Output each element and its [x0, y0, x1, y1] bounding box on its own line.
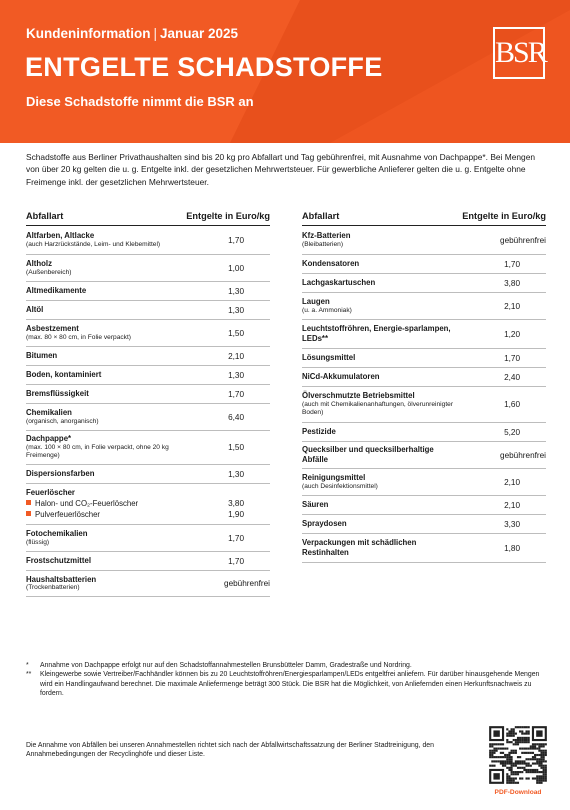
row-name: Reinigungsmittel	[302, 473, 366, 482]
table-row	[26, 552, 270, 571]
row-name: Altholz	[26, 259, 52, 268]
table-row	[302, 423, 546, 442]
row-detail: (u. a. Ammoniak)	[302, 306, 352, 314]
row-detail: (Trockenbatterien)	[26, 584, 80, 592]
row-price: 1,80	[504, 543, 520, 553]
table-row	[26, 385, 270, 404]
row-name: Kondensatoren	[302, 259, 360, 269]
row-price: 1,30	[228, 305, 244, 315]
footnote	[26, 670, 546, 698]
intro-text: Schadstoffe aus Berliner Privathaushalten sind bis 20 kg pro Abfallart und Tag gebührenfrei, mit Ausnahme von Dachpappe*. Bei Mengen von über 20 kg gelten die u. g. Entgelte inkl. der gesetzlichen Mehrwertsteuer. Für gewerbliche Anlieferer gelten die u. g. Entgelte ohne Freimenge inkl. der gesetzlichen Mehrwertsteuer.	[26, 152, 536, 187]
row-detail: (Bleibatterien)	[302, 240, 344, 248]
row-price: 1,70	[228, 556, 244, 566]
page-subtitle: Diese Schadstoffe nimmt die BSR an	[26, 94, 254, 109]
row-label	[26, 389, 89, 399]
row-label	[26, 575, 96, 593]
table-row	[26, 465, 270, 484]
row-name: Feuerlöscher	[26, 488, 75, 498]
row-price: 3,30	[504, 519, 520, 529]
table-row	[302, 368, 546, 387]
table-row	[26, 282, 270, 301]
row-label	[26, 434, 181, 460]
footnotes	[26, 661, 546, 698]
row-price: 1,70	[504, 259, 520, 269]
row-detail: (max. 100 × 80 cm, in Folie verpackt, ohne 20 kg Freimenge)	[26, 443, 169, 460]
row-price: gebührenfrei	[500, 450, 546, 460]
row-name: Ölverschmutzte Betriebsmittel	[302, 391, 415, 401]
row-name: Bitumen	[26, 351, 58, 361]
page-title: ENTGELTE SCHADSTOFFE	[25, 52, 383, 82]
row-name: Verpackungen mit schädlichen Restinhalten	[302, 538, 417, 557]
table-row	[26, 366, 270, 385]
row-price: 1,30	[228, 370, 244, 380]
row-name: Altöl	[26, 305, 44, 315]
kicker-date: Januar 2025	[160, 26, 239, 41]
row-price: 2,10	[504, 301, 520, 311]
row-price: 1,20	[504, 329, 520, 339]
row-name: Kfz-Batterien	[302, 231, 351, 240]
footnote-text: Kleingewerbe sowie Vertreiber/Fachhändler können bis zu 20 Leuchtstoffröhren/Energiesparlampen/LEDs entgeltfrei anliefern. Für darüber hinausgehende Mengen wird ein Handlingaufwand berechnet. Die maximale Anliefermenge beträgt 300 Stück. Die BSR hat die Möglichkeit, von Anliefernden einen Herkunftsnachweis zu fordern.	[40, 671, 540, 697]
table-row	[26, 484, 270, 525]
row-label	[302, 353, 355, 363]
row-name: Säuren	[302, 500, 329, 510]
row-price: 1,30	[228, 286, 244, 296]
left-price-table	[26, 211, 270, 597]
table-row	[26, 347, 270, 366]
row-name: Dachpappe*	[26, 434, 72, 444]
row-detail: (organisch, anorganisch)	[26, 417, 99, 425]
row-price: 2,10	[504, 477, 520, 487]
bullet-square-icon	[26, 511, 31, 516]
row-price: 2,10	[228, 351, 244, 361]
row-name: Spraydosen	[302, 519, 347, 529]
table-row	[302, 534, 546, 563]
row-detail: (auch Harzrückstände, Leim- und Klebemittel)	[26, 240, 161, 248]
footnote-mark: *	[26, 662, 29, 669]
row-name: Fotochemikalien	[26, 529, 88, 538]
row-label	[26, 286, 86, 296]
table-row	[302, 226, 546, 255]
table-row	[302, 274, 546, 293]
pdf-download-label[interactable]: PDF-Download	[494, 789, 542, 796]
row-price: 1,70	[228, 235, 244, 245]
row-label	[26, 259, 71, 277]
row-label	[26, 305, 43, 315]
row-label	[302, 500, 328, 510]
table-row	[26, 431, 270, 465]
fire-extinguisher-item	[26, 509, 270, 520]
fire-extinguisher-item	[26, 498, 270, 509]
kicker-label: Kundeninformation	[26, 26, 151, 41]
row-label	[302, 372, 380, 382]
footnote-mark: **	[26, 671, 32, 679]
row-label	[302, 538, 457, 557]
row-name: Frostschutzmittel	[26, 556, 91, 566]
row-label	[26, 370, 101, 380]
table-row	[302, 293, 546, 320]
fire-extinguisher-price: 3,80	[228, 498, 244, 508]
row-price: 1,70	[504, 353, 520, 363]
row-name: Chemikalien	[26, 408, 72, 417]
row-name: Leuchtstoffröhren, Energie-sparlampen, LEDs**	[302, 324, 451, 343]
bsr-logo: BSR	[493, 27, 545, 79]
fire-extinguisher-name: Halon- und CO₂-Feuerlöscher	[35, 498, 139, 508]
row-name: Lösungsmittel	[302, 353, 356, 363]
row-detail: (flüssig)	[26, 538, 50, 546]
row-price: 3,80	[504, 278, 520, 288]
table-row	[26, 320, 270, 347]
right-col-abfallart: Abfallart	[302, 211, 340, 221]
table-row	[26, 404, 270, 431]
row-label	[26, 488, 270, 520]
row-name: Quecksilber und quecksilberhaltige Abfälle	[302, 445, 434, 464]
row-price: 2,10	[504, 500, 520, 510]
table-row	[26, 571, 270, 597]
fire-extinguisher-price: 1,90	[228, 509, 244, 519]
table-row	[26, 301, 270, 320]
bottom-note: Die Annahme von Abfällen bei unseren Annahmestellen richtet sich nach der Abfallwirtschaftssatzung der Berliner Stadtreinigung, den Annahmebedingungen der Recyclinghöfe und dieser Liste.	[26, 742, 434, 759]
header-banner	[0, 0, 570, 143]
row-name: Altfarben, Altlacke	[26, 231, 95, 240]
row-label	[302, 391, 457, 417]
row-name: Asbestzement	[26, 324, 79, 333]
row-label	[26, 469, 94, 479]
row-label	[302, 278, 375, 288]
kicker-separator: |	[153, 26, 158, 41]
fire-extinguisher-label	[26, 498, 138, 509]
left-table-header	[26, 211, 270, 226]
row-price: 1,50	[228, 328, 244, 338]
row-detail: (auch Desinfektionsmittel)	[302, 482, 378, 490]
table-row	[302, 496, 546, 515]
row-price: 1,00	[228, 263, 244, 273]
row-name: Boden, kontaminiert	[26, 370, 102, 380]
table-row	[302, 320, 546, 349]
row-name: Laugen	[302, 297, 330, 306]
row-label	[302, 297, 352, 315]
fire-extinguisher-name: Pulverfeuerlöscher	[35, 509, 101, 519]
table-row	[302, 255, 546, 274]
row-price: 1,30	[228, 469, 244, 479]
table-row	[26, 226, 270, 255]
table-row	[302, 349, 546, 368]
table-row	[302, 469, 546, 496]
row-price: 2,40	[504, 372, 520, 382]
qr-code-icon[interactable]	[487, 724, 549, 786]
bullet-square-icon	[26, 500, 31, 505]
row-label	[26, 556, 91, 566]
row-price: gebührenfrei	[500, 235, 546, 245]
row-name: Haushaltsbatterien	[26, 574, 97, 584]
row-price: 1,60	[504, 400, 520, 409]
row-label	[302, 231, 351, 249]
footnote	[26, 661, 546, 670]
table-row	[26, 255, 270, 282]
row-price: 1,70	[228, 389, 244, 399]
row-price: gebührenfrei	[224, 579, 270, 588]
right-col-entgelte: Entgelte in Euro/kg	[462, 211, 546, 221]
row-detail: (Außenbereich)	[26, 268, 72, 276]
row-label	[302, 519, 347, 529]
row-label	[302, 427, 336, 437]
row-name: Dispersionsfarben	[26, 469, 95, 479]
right-price-table	[302, 211, 546, 563]
row-label	[302, 259, 359, 269]
table-row	[302, 515, 546, 534]
row-name: Bremsflüssigkeit	[26, 389, 89, 399]
footnote-text: Annahme von Dachpappe erfolgt nur auf den Schadstoffannahmestellen Brunsbütteler Damm, Gradestraße und Nordring.	[40, 662, 412, 669]
row-name: NiCd-Akkumulatoren	[302, 372, 380, 382]
row-price: 1,70	[228, 533, 244, 543]
left-col-abfallart: Abfallart	[26, 211, 64, 221]
row-name: Pestizide	[302, 427, 336, 437]
row-label	[26, 351, 57, 361]
table-row	[302, 387, 546, 423]
table-row	[302, 442, 546, 469]
row-label	[302, 473, 378, 491]
row-label	[302, 324, 457, 343]
left-col-entgelte: Entgelte in Euro/kg	[186, 211, 270, 221]
row-price: 6,40	[228, 412, 244, 422]
row-detail: (auch mit Chemikalienanhaftungen, ölverunreinigter Boden)	[302, 400, 454, 417]
row-label	[26, 324, 131, 342]
row-label	[26, 231, 160, 249]
row-detail: (max. 80 × 80 cm, in Folie verpackt)	[26, 333, 131, 341]
row-price: 5,20	[504, 427, 520, 437]
row-label	[26, 408, 99, 426]
row-price: 1,50	[228, 443, 244, 452]
right-table-header	[302, 211, 546, 226]
row-name: Lachgaskartuschen	[302, 278, 376, 288]
row-label	[302, 445, 457, 464]
kicker	[26, 26, 238, 41]
table-row	[26, 525, 270, 552]
fire-extinguisher-label	[26, 509, 100, 520]
row-label	[26, 529, 88, 547]
row-name: Altmedikamente	[26, 286, 87, 296]
